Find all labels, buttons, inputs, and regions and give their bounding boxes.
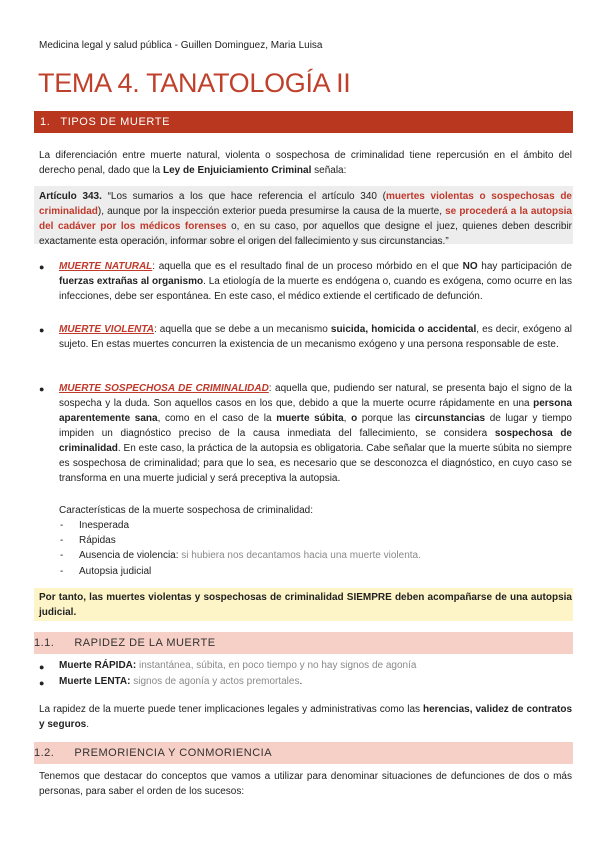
- bullet-icon: ●: [39, 325, 45, 335]
- violenta-text-2: , es decir, exógeno al sujeto. En estas muertes concurren la existencia de un mecanismo exógeno y una persona responsable de este.: [59, 324, 572, 350]
- section-number: 1.2.: [34, 747, 55, 759]
- article-text-1: “Los sumarios a los que hace referencia el artículo 340 (: [101, 191, 386, 202]
- lenta-label: Muerte LENTA:: [59, 676, 131, 687]
- rapida-label: Muerte RÁPIDA:: [59, 660, 137, 671]
- sospechosa-bold-2: muerte súbita: [276, 413, 344, 424]
- natural-text-2: hay participación de: [477, 261, 572, 272]
- page-title: TEMA 4. TANATOLOGÍA II: [38, 68, 351, 98]
- bullet-icon: ●: [39, 262, 45, 272]
- article-label: Artículo 343.: [39, 191, 102, 202]
- item-muerte-sospechosa: [59, 381, 572, 486]
- caracteristicas-heading: Características de la muerte sospechosa de criminalidad:: [59, 505, 314, 516]
- sospechosa-text-1: : aquella que, pudiendo ser natural, se presenta bajo el signo de la sospecha y la duda. Son aquellos casos en los que, debido a que la muerte ocurre rápidamente en una: [59, 383, 572, 409]
- article-text-2: ), aunque por la inspección exterior pueda presumirse la causa de la muerte,: [97, 206, 446, 217]
- item-muerte-violenta: [59, 322, 572, 352]
- rapidez-text-2: .: [86, 719, 90, 730]
- intro-tail: señala:: [311, 165, 347, 176]
- rapidez-paragraph: [39, 702, 572, 732]
- sospechosa-bold-3: o: [351, 413, 358, 424]
- section-label: TIPOS DE MUERTE: [60, 116, 171, 128]
- bullet-icon: ●: [39, 384, 45, 394]
- term-sospechosa: MUERTE SOSPECHOSA DE CRIMINALIDAD: [59, 383, 269, 394]
- caract-item: Rápidas: [79, 535, 116, 546]
- dash-marker: -: [60, 535, 64, 546]
- sospechosa-bold-4: circunstancias: [415, 413, 486, 424]
- natural-bold-1: NO: [462, 261, 478, 272]
- dash-marker: -: [60, 566, 64, 577]
- conclusion-text: Por tanto, las muertes violentas y sospechosas de criminalidad SIEMPRE deben acompañarse de una autopsia judicial.: [39, 592, 572, 618]
- lenta-note: signos de agonía y actos premortales: [130, 676, 300, 687]
- section-heading-premoriencia: [34, 742, 573, 764]
- term-natural: MUERTE NATURAL: [59, 261, 153, 272]
- section-label: RAPIDEZ DE LA MUERTE: [74, 637, 216, 649]
- dash-marker: -: [60, 520, 64, 531]
- lenta-dot: .: [299, 676, 303, 687]
- bullet-icon: ●: [39, 678, 45, 688]
- rapidez-text-1: La rapidez de la muerte puede tener implicaciones legales y administrativas como las: [39, 704, 423, 715]
- caract-item: Autopsia judicial: [79, 566, 152, 577]
- article-highlight-1: muertes violentas o sospechosas de criminalidad: [39, 191, 572, 217]
- section-label: PREMORIENCIA Y CONMORIENCIA: [74, 747, 273, 759]
- violenta-text-1: : aquella que se debe a un mecanismo: [153, 324, 331, 335]
- running-header: Medicina legal y salud pública - Guillen Dominguez, Maria Luisa: [39, 40, 323, 51]
- article-highlight-2: se procederá a la autopsia del cadáver por los médicos forenses: [39, 206, 572, 232]
- item-muerte-lenta: [59, 676, 302, 687]
- natural-text-1: : aquella que es el resultado final de un proceso mórbido en el que: [152, 261, 463, 272]
- article-quote: [39, 189, 572, 249]
- item-muerte-rapida: [59, 660, 416, 671]
- sospechosa-bold-5: sospechosa de criminalidad: [59, 428, 572, 454]
- caract-item: [79, 550, 421, 561]
- section-number: 1.: [40, 116, 51, 128]
- intro-law: Ley de Enjuiciamiento Criminal: [163, 165, 312, 176]
- caract-item: Inesperada: [79, 520, 130, 531]
- sospechosa-text-6: . En este caso, la práctica de la autopsia es obligatoria. Cabe señalar que la muerte súbita no siempre es sospechosa de criminalidad; para que lo sea, es necesario que se desconozca el diagnóstico, en cuyo caso se transforma en una muerte judicial y será preceptiva la autopsia.: [59, 443, 572, 484]
- dash-marker: -: [60, 550, 64, 561]
- natural-bold-2: fuerzas extrañas al organismo: [59, 276, 204, 287]
- section-heading-tipos: [34, 111, 573, 133]
- intro-paragraph: [39, 148, 572, 178]
- sospechosa-bold-1: persona aparentemente sana: [59, 398, 572, 424]
- sospechosa-text-4: porque las: [357, 413, 416, 424]
- term-violenta: MUERTE VIOLENTA: [59, 324, 154, 335]
- section-number: 1.1.: [34, 637, 55, 649]
- premoriencia-paragraph: Tenemos que destacar do conceptos que vamos a utilizar para denominar situaciones de defunciones de dos o más personas, para saber el orden de los sucesos:: [39, 771, 572, 797]
- sospechosa-text-2: , como en el caso de la: [157, 413, 277, 424]
- rapida-note: instantánea, súbita, en poco tiempo y no hay signos de agonía: [136, 660, 417, 671]
- section-heading-rapidez: [34, 632, 573, 654]
- caract-item-label: Ausencia de violencia:: [79, 550, 179, 561]
- intro-text: La diferenciación entre muerte natural, violenta o sospechosa de criminalidad tiene repercusión en el ámbito del derecho penal, dado que la: [39, 150, 572, 176]
- bullet-icon: ●: [39, 662, 45, 672]
- rapidez-bold: herencias, validez de contratos y seguros: [39, 704, 573, 730]
- caract-note: si hubiera nos decantamos hacia una muerte violenta.: [178, 550, 421, 561]
- item-muerte-natural: [59, 259, 572, 304]
- sospechosa-text-5: de lugar y tiempo impiden un diagnóstico preciso de la causa inmediata del fallecimiento, se considera: [59, 413, 572, 439]
- sospechosa-text-3: ,: [343, 413, 352, 424]
- article-text-3: o, en su caso, por aquellos que designe el juez, quienes deben describir exactamente esta operación, informar sobre el origen del fallecimiento y sus circunstancias.”: [39, 221, 572, 247]
- natural-text-3: . La etiología de la muerte es endógena o, cuando es exógena, como ocurre en las infecciones, debe ser espontánea. En este caso, el médico extiende el certificado de defunción.: [59, 276, 572, 302]
- violenta-bold-1: suicida, homicida o accidental: [330, 324, 477, 335]
